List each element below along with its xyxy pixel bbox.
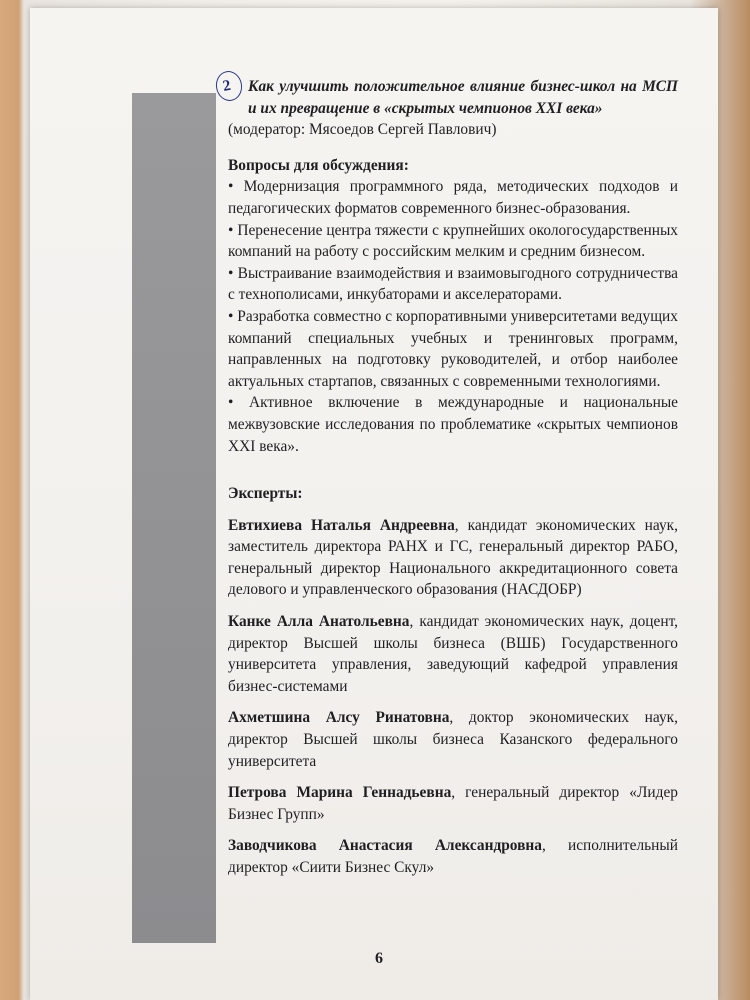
expert-name: Канке Алла Анатольевна (228, 613, 410, 631)
questions-list (228, 176, 678, 457)
question-item: • Перенесение центра тяжести с крупнейших окологосударственных компаний на работу с российским мелким и средним бизнесом. (228, 221, 678, 261)
expert-description: , доктор экономических наук, директор Высшей школы бизнеса Казанского федерального университета (228, 709, 678, 770)
expert-entry (228, 835, 678, 878)
expert-description: , кандидат экономических наук, доцент, директор Высшей школы бизнеса (ВШБ) Государственного университета управления, заведующий кафедрой управления бизнес-системами (228, 613, 679, 695)
booklet-page (30, 8, 718, 1000)
expert-name: Ахметшина Алсу Ринатовна (228, 709, 450, 727)
question-item: • Модернизация программного ряда, методических подходов и педагогических форматов современного бизнес-образования. (228, 178, 678, 217)
expert-entry (228, 707, 678, 772)
topic-title-text: Как улучшить положительное влияние бизнес-школ на МСП и их превращение в «скрытых чемпионов XXI века» (248, 78, 678, 117)
expert-description: , исполнительный директор «Сиити Бизнес Скул» (228, 837, 678, 876)
expert-entry (228, 611, 678, 697)
question-item: • Выстраивание взаимодействия и взаимовыгодного сотрудничества с технополисами, инкубаторами и акселераторами. (228, 264, 678, 304)
experts-heading: Эксперты: (228, 485, 303, 503)
decorative-side-bar (132, 93, 216, 943)
question-item: • Активное включение в международные и национальные межвузовские исследования по проблематике «скрытых чемпионов XXI века». (228, 394, 678, 455)
topic-title (221, 76, 678, 119)
expert-entry (228, 782, 678, 825)
expert-description: , генеральный директор «Лидер Бизнес Групп» (228, 784, 678, 823)
experts-list (228, 515, 678, 879)
expert-entry (228, 515, 678, 601)
moderator-line: (модератор: Мясоедов Сергей Павлович) (228, 121, 497, 139)
page-content (221, 76, 679, 889)
expert-description: , кандидат экономических наук, заместитель директора РАНХ и ГС, генеральный директор РАБО, генеральный директор Национального аккредитационного совета делового и управленческого образования (НАСДОБР) (228, 516, 678, 599)
page-number: 6 (375, 950, 383, 967)
expert-name: Евтихиева Наталья Андреевна (228, 516, 455, 534)
questions-heading: Вопросы для обсуждения: (228, 156, 409, 174)
expert-name: Петрова Марина Геннадьевна (228, 784, 452, 802)
topic-number: 2 (221, 76, 233, 95)
question-item: • Разработка совместно с корпоративными университетами ведущих компаний специальных учебных и тренинговых программ, направленных на подготовку руководителей, и отбор наиболее актуальных стартапов, связанных с современными технологиями. (228, 307, 678, 390)
expert-name: Заводчикова Анастасия Александровна (228, 837, 542, 855)
